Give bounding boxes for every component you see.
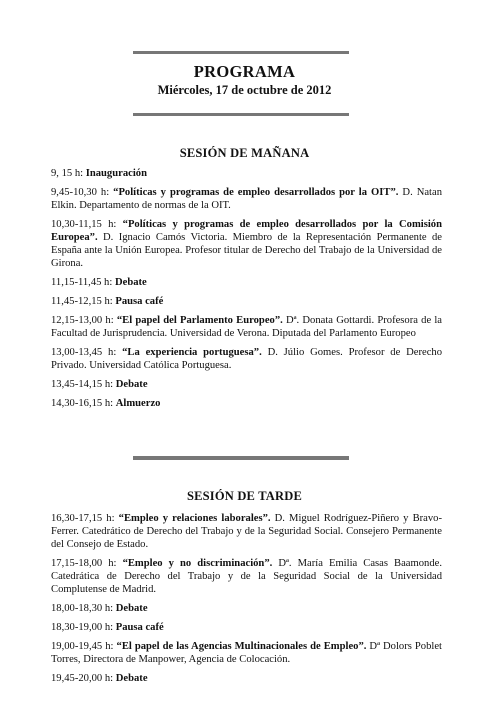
schedule-item (51, 621, 442, 634)
item-detail: D. Natan Elkin. Departamento de normas de la OIT. (51, 187, 443, 211)
item-heading: Debate (115, 603, 148, 614)
item-detail: Dª. Donata Gottardi. Profesora de la Facultad de Jurisprudencia. Universidad de Verona. Diputada del Parlamento Europeo (51, 315, 442, 339)
item-time: 9,45-10,30 h: (51, 187, 110, 198)
item-heading: Pausa café (115, 622, 164, 633)
schedule-item (51, 314, 442, 340)
item-heading: Debate (115, 379, 148, 390)
schedule-item (51, 378, 442, 391)
item-time: 14,30-16,15 h: (51, 398, 114, 409)
item-heading: “Políticas y programas de empleo desarrollados por la Comisión Europea”. (51, 219, 442, 243)
schedule-item (51, 512, 442, 551)
schedule-item (51, 167, 442, 180)
top-divider (133, 51, 349, 54)
schedule-item (51, 557, 442, 596)
item-heading: Pausa café (115, 296, 164, 307)
item-time: 11,45-12,15 h: (51, 296, 113, 307)
item-time: 18,00-18,30 h: (51, 603, 114, 614)
page-title: PROGRAMA (193, 62, 296, 81)
item-time: 13,00-13,45 h: (51, 347, 117, 358)
schedule-item (51, 276, 442, 289)
item-heading: “Políticas y programas de empleo desarrollados por la OIT”. (113, 187, 399, 198)
item-detail: Dª Dolors Poblet Torres, Directora de Manpower, Agencia de Colocación. (51, 641, 442, 665)
item-detail: D. Ignacio Camós Victoria. Miembro de la Representación Permanente de España ante la Unión Europea. Profesor titular de Derecho del Trabajo de la Universidad de Girona. (51, 232, 442, 269)
item-heading: “Empleo y relaciones laborales”. (118, 513, 271, 524)
item-time: 11,15-11,45 h: (51, 277, 113, 288)
schedule-item (51, 295, 442, 308)
item-time: 17,15-18,00 h: (51, 558, 117, 569)
schedule-item (51, 602, 442, 615)
item-time: 9, 15 h: (51, 168, 84, 179)
item-heading: “El papel del Parlamento Europeo”. (116, 315, 283, 326)
item-time: 13,45-14,15 h: (51, 379, 114, 390)
item-time: 19,45-20,00 h: (51, 673, 114, 684)
item-heading: Debate (115, 673, 148, 684)
header-divider (133, 113, 349, 116)
afternoon-session-title: SESIÓN DE TARDE (186, 489, 303, 503)
item-detail: Dª. María Emilia Casas Baamonde. Catedrática de Derecho del Trabajo y de la Seguridad Social de la Universidad Complutense de Madrid. (51, 558, 442, 595)
item-time: 19,00-19,45 h: (51, 641, 114, 652)
item-heading: “El papel de las Agencias Multinacionales de Empleo”. (116, 641, 367, 652)
schedule-item (51, 397, 442, 410)
afternoon-schedule (51, 512, 442, 691)
item-detail: D. Miguel Rodríguez-Piñero y Bravo-Ferrer. Catedrático de Derecho del Trabajo y de la Seguridad Social. Consejero Permanente del Consejo de Estado. (51, 513, 442, 550)
item-heading: “La experiencia portuguesa”. (122, 347, 262, 358)
schedule-item (51, 218, 442, 270)
morning-session-title: SESIÓN DE MAÑANA (179, 146, 310, 160)
session-divider (133, 456, 349, 460)
item-heading: Debate (114, 277, 147, 288)
item-time: 12,15-13,00 h: (51, 315, 114, 326)
item-time: 18,30-19,00 h: (51, 622, 114, 633)
schedule-item (51, 186, 442, 212)
schedule-item (51, 672, 442, 685)
item-time: 16,30-17,15 h: (51, 513, 115, 524)
morning-schedule (51, 167, 442, 416)
event-date: Miércoles, 17 de octubre de 2012 (157, 83, 332, 97)
item-heading: Inauguración (85, 168, 147, 179)
schedule-item (51, 640, 442, 666)
item-detail: D. Júlio Gomes. Profesor de Derecho Privado. Universidad Católica Portuguesa. (51, 347, 442, 371)
item-time: 10,30-11,15 h: (51, 219, 117, 230)
item-heading: Almuerzo (115, 398, 161, 409)
item-heading: “Empleo y no discriminación”. (122, 558, 273, 569)
schedule-item (51, 346, 442, 372)
